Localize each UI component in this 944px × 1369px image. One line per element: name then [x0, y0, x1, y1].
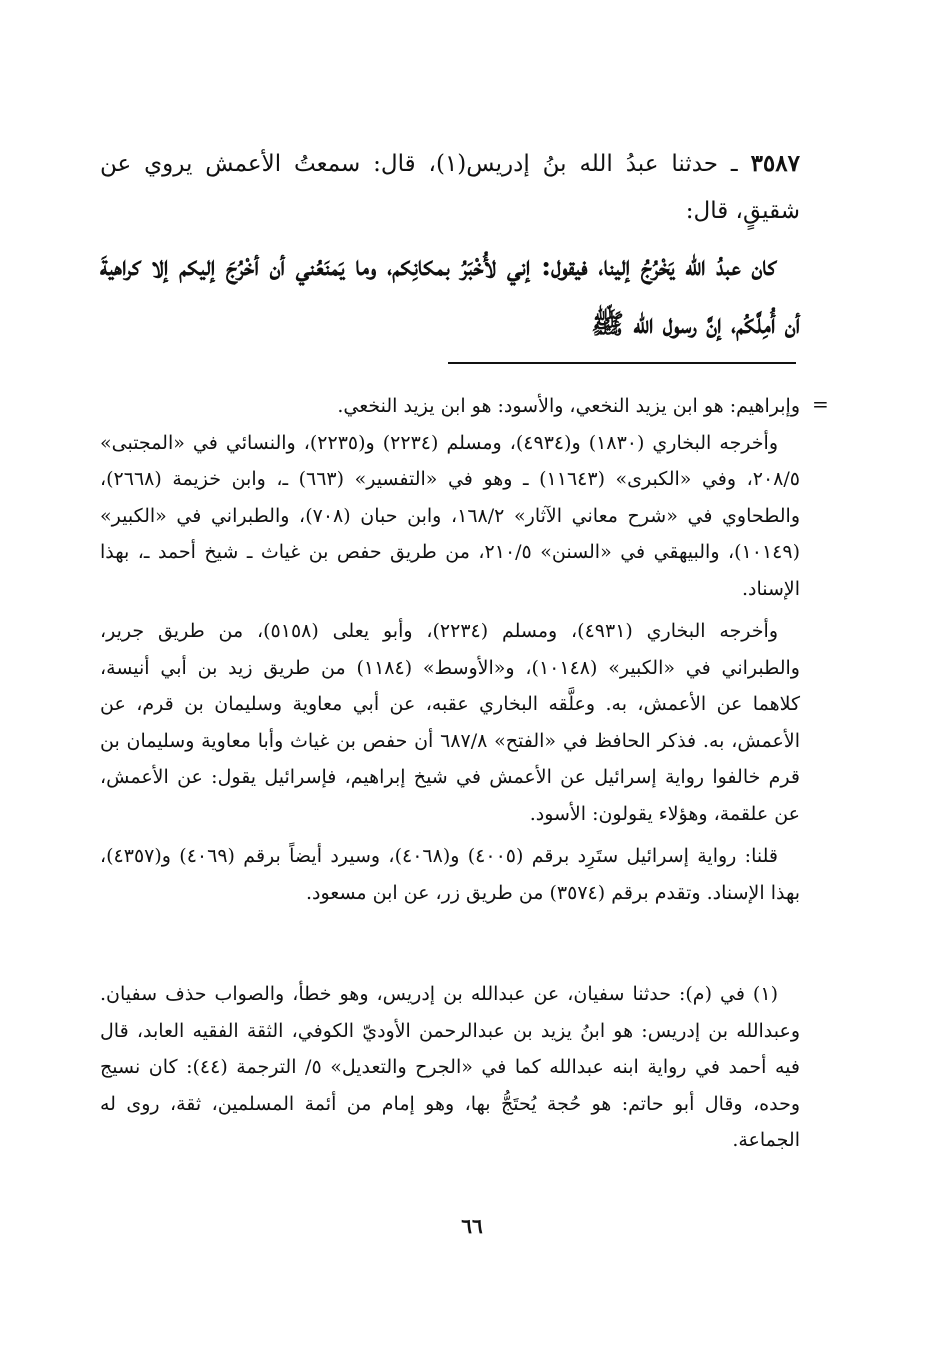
commentary-paragraph: وأخرجه البخاري (١٨٣٠) و(٤٩٣٤)، ومسلم (٢٢٣٤) و(٢٢٣٥)، والنسائي في «المجتبى» ٢٠٨/٥، وفي «الكبرى» (١١٦٤٣) ـ وهو في «التفسير» (٦٦٣) ـ، وابن خزيمة (٢٦٦٨)، والطحاوي في «شرح معاني الآثار» ١٦٨/٢، وابن حبان (٧٠٨)، والطبراني في «الكبير» (١٠١٤٩)، والبيهقي في «السنن» ٢١٠/٥، من طريق حفص بن غياث ـ شيخ أحمد ـ، بهذا الإسناد. [100, 431, 800, 600]
footnote-text: (١) في (م): حدثنا سفيان، عن عبدالله بن إدريس، وهو خطأ، والصواب حذف سفيان. وعبدالله بن إدريس: هو ابنُ يزيد بن عبدالرحمن الأوديّ الكوفي، الثقة الفقيه العابد، قال فيه أحمد في رواية ابنه عبدالله كما في «الجرح والتعديل» ٥/ الترجمة (٤٤): كان نسيج وحده، وقال أبو حاتم: هو حُجة يُحتَجُّ بها، وهو إمام من أئمة المسلمين، ثقة، روى له الجماعة. [100, 983, 800, 1151]
page-number: ٦٦ [461, 1214, 483, 1238]
hadith-isnad [100, 140, 800, 235]
commentary-paragraph: قلنا: رواية إسرائيل ستَرِد برقم (٤٠٠٥) و(٤٠٦٨)، وسيرد أيضاً برقم (٤٠٦٩) و(٤٣٥٧)، بهذا الإسناد. وتقدم برقم (٣٥٧٤) من طريق زر، عن ابن مسعود. [100, 845, 800, 904]
footnote-divider [448, 362, 796, 364]
hadith-number: ٣٥٨٧ [750, 150, 800, 177]
commentary-paragraph: وإبراهيم: هو ابن يزيد النخعي، والأسود: هو ابن يزيد النخعي. [337, 395, 800, 417]
commentary-paragraph: وأخرجه البخاري (٤٩٣١)، ومسلم (٢٢٣٤)، وأبو يعلى (٥١٥٨)، من طريق جرير، والطبراني في «الكبير» (١٠١٤٨)، و«الأوسط» (١١٨٤) من طريق زيد بن أبي أنيسة، كلاهما عن الأعمش، به. وعلَّقه البخاري عقبه، عن أبي معاوية وسليمان بن قرم، عن الأعمش، به. فذكر الحافظ في «الفتح» ٦٨٧/٨ أن حفص بن غياث وأبا معاوية وسليمان بن قرم خالفوا رواية إسرائيل عن الأعمش في شيخ إبراهيم، فإسرائيل يقول: عن الأعمش، عن علقمة، وهؤلاء يقولون: الأسود. [100, 620, 800, 825]
continuation-mark: = [812, 392, 829, 416]
commentary-section [100, 388, 800, 911]
hadith-matn: كان عبدُ الله يَخْرُجُ إلينا، فيقول: إني لأُخْبَرُ بمكانِكم، وما يَمنَعُني أن أخْرُجَ إليكم إلا كراهيةَ أن أُمِلَّكُم، إنَّ رسول الله ﷺ [100, 251, 800, 340]
footnote-section [100, 976, 800, 1159]
hadith-isnad-text: ـ حدثنا عبدُ الله بنُ إدريس(١)، قال: سمعتُ الأعمش يروي عن شقيقٍ، قال: [100, 151, 800, 224]
